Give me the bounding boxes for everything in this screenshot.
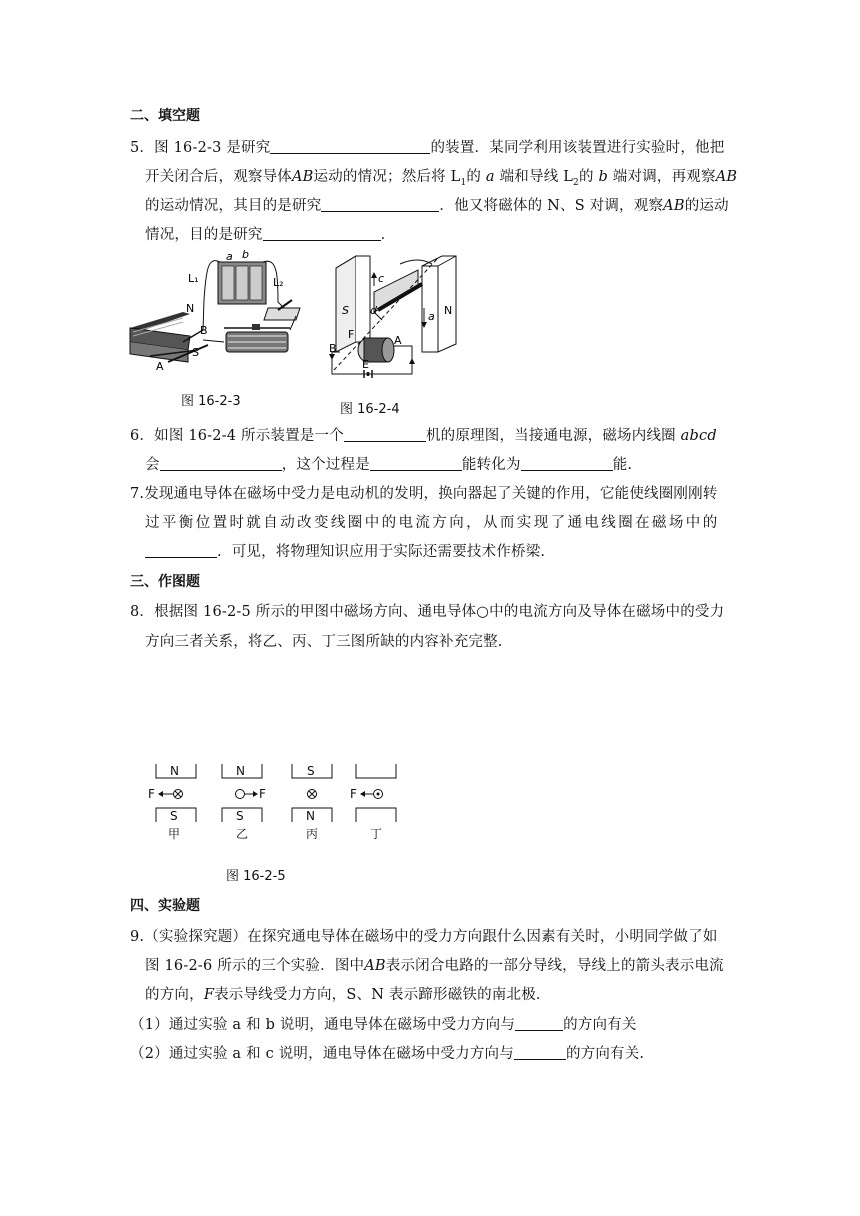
force-label: F [148, 787, 155, 801]
text: 的 [466, 169, 482, 185]
text: 的运动情况，其目的是研究 [145, 198, 322, 214]
text: ，这个过程是 [281, 457, 370, 473]
question-5-line-3 [145, 194, 729, 215]
label-a: a [428, 310, 435, 323]
text: AB [715, 169, 738, 185]
label-N: N [186, 302, 195, 315]
figure-16-2-5-field-diagrams [146, 758, 402, 848]
label-B: B [329, 342, 337, 355]
text: 的装置．某同学利用该装置进行实验时，他把 [430, 140, 725, 156]
question-7-line-2: 过平衡位置时就自动改变线圈中的电流方向，从而实现了通电线圈在磁场中的 [145, 515, 720, 531]
question-8-line-2: 方向三者关系，将乙、丙、丁三图所缺的内容补充完整. [145, 634, 503, 650]
text: （2）通过实验 a 和 c 说明，通电导体在磁场中受力方向与 [130, 1046, 514, 1062]
pole-bottom: S [170, 809, 178, 823]
text: 会 [145, 457, 160, 473]
text: 机的原理图，当接通电源，磁场内线圈 [425, 428, 676, 444]
pole-top: S [307, 764, 315, 778]
question-9-sub-2 [130, 1042, 644, 1063]
text: abcd [680, 428, 717, 444]
question-5-line-2 [145, 165, 737, 188]
label-S: S [192, 346, 199, 359]
figure-16-2-3-apparatus [128, 250, 318, 390]
label-b: b [242, 250, 249, 261]
text: 的 [578, 169, 594, 185]
text: 的运动 [684, 198, 729, 214]
text: （1）通过实验 a 和 b 说明，通电导体在磁场中受力方向与 [130, 1017, 516, 1033]
panel-name: 丙 [306, 827, 319, 841]
panel-bing [292, 764, 332, 841]
answer-blank[interactable] [521, 456, 613, 471]
panel-yi [222, 764, 266, 841]
label-E: E [362, 358, 369, 371]
label-B: B [200, 324, 208, 337]
question-7-line-3 [145, 540, 545, 561]
question-8-line-1: 8．根据图 16-2-5 所示的甲图中磁场方向、通电导体○中的电流方向及导体在磁场中的受力 [130, 604, 725, 620]
text: 情况，目的是研究 [145, 227, 263, 243]
answer-blank[interactable] [515, 1016, 563, 1031]
force-label: F [350, 787, 357, 801]
question-5-line-4 [145, 223, 395, 244]
text: b [598, 169, 608, 185]
label-a: a [226, 250, 233, 263]
text: AB [663, 198, 685, 214]
text: 能转化为 [461, 457, 521, 473]
text: 的方向有关. [565, 1046, 645, 1062]
question-9-line-3 [145, 983, 551, 1004]
question-9-line-1: 9.（实验探究题）在探究通电导体在磁场中的受力方向跟什么因素有关时，小明同学做了如 [130, 929, 718, 945]
pole-bottom: S [236, 809, 244, 823]
section-heading-fill-blank: 二、填空题 [130, 108, 200, 124]
answer-blank[interactable] [145, 543, 217, 558]
answer-blank[interactable] [344, 427, 426, 442]
label-c: c [378, 272, 385, 285]
pole-bottom: N [306, 809, 315, 823]
pole-top: N [170, 764, 179, 778]
text: ．他又将磁体的 N、S 对调，观察 [439, 198, 664, 214]
force-label: F [259, 787, 266, 801]
text: 2 [573, 177, 579, 188]
switch-icon [264, 300, 300, 320]
answer-blank[interactable] [321, 197, 439, 212]
question-7-line-1: 7.发现通电导体在磁场中受力是电动机的发明，换向器起了关键的作用，它能使线圈刚刚转 [130, 486, 718, 502]
question-5-line-1 [130, 136, 724, 157]
text: 能. [612, 457, 633, 473]
pole-top: N [236, 764, 245, 778]
label-S: S [342, 304, 349, 317]
text: 5．图 16-2-3 是研究 [130, 140, 271, 156]
label-N: N [444, 304, 453, 317]
question-9-sub-1 [130, 1013, 637, 1034]
text: 图 16-2-6 所示的三个实验．图中 [145, 958, 365, 974]
text: ． [380, 227, 396, 243]
label-F: F [348, 328, 355, 341]
answer-blank[interactable] [270, 139, 430, 154]
text: 的方向， [145, 987, 204, 1003]
label-d: d [370, 304, 377, 317]
figure-16-2-4-caption: 图 16-2-4 [340, 402, 400, 417]
rheostat-icon [224, 324, 290, 352]
text: 的方向有关 [563, 1017, 637, 1033]
question-9-line-2 [145, 954, 724, 975]
answer-blank[interactable] [263, 226, 381, 241]
panel-ding [350, 764, 396, 841]
text: 端对调，再观察 [612, 169, 716, 185]
text: 端和导线 L [499, 169, 574, 185]
text: ．可见，将物理知识应用于实际还需要技术作桥梁. [217, 544, 546, 560]
text: F [203, 987, 215, 1003]
figure-16-2-4-motor [326, 252, 466, 382]
section-heading-experiment: 四、实验题 [130, 898, 200, 914]
text: AB [292, 169, 314, 185]
panel-name: 丁 [370, 827, 383, 841]
text: AB [364, 958, 386, 974]
text: 运动的情况；然后将 L [313, 169, 461, 185]
text: a [485, 169, 495, 185]
text: 开关闭合后，观察导体 [145, 169, 292, 185]
figure-16-2-5-caption: 图 16-2-5 [226, 869, 286, 884]
label-A: A [156, 360, 164, 373]
answer-blank[interactable] [514, 1045, 566, 1060]
answer-blank[interactable] [160, 456, 282, 471]
label-A: A [394, 334, 402, 347]
battery-icon [218, 262, 266, 304]
panel-jia [148, 764, 196, 841]
figure-16-2-3-caption: 图 16-2-3 [181, 394, 241, 409]
question-6-line-1 [130, 424, 717, 445]
section-heading-drawing: 三、作图题 [130, 574, 200, 590]
text: 表示导线受力方向，S、N 表示蹄形磁铁的南北极． [214, 987, 551, 1003]
text: 1 [460, 177, 467, 188]
panel-name: 乙 [236, 827, 249, 841]
text: 6．如图 16-2-4 所示装置是一个 [130, 428, 344, 444]
text: 表示闭合电路的一部分导线，导线上的箭头表示电流 [385, 958, 724, 974]
panel-name: 甲 [168, 827, 181, 841]
label-L2: L₂ [273, 276, 284, 289]
question-6-line-2 [145, 453, 632, 474]
label-L1: L₁ [188, 272, 199, 285]
answer-blank[interactable] [370, 456, 462, 471]
